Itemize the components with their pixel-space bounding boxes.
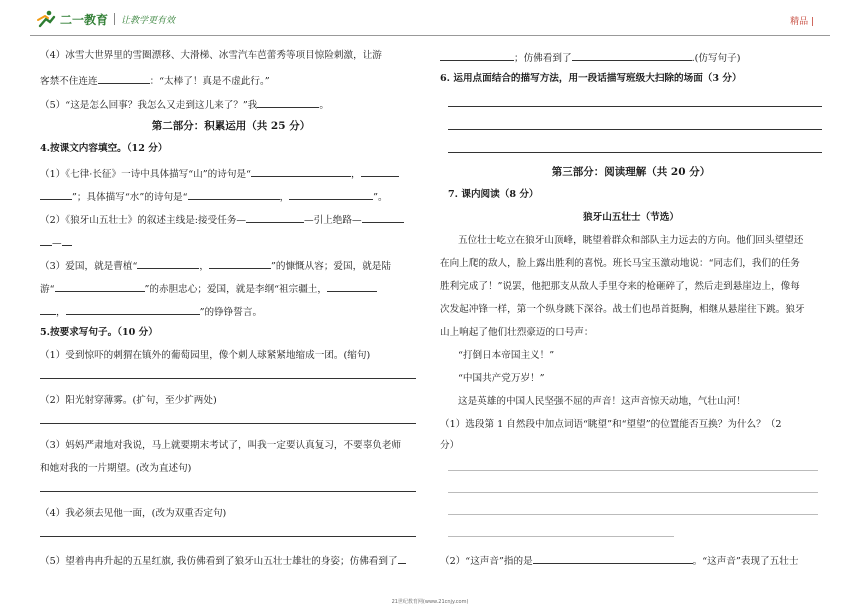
q4-title: 4.按课文内容填空。（12 分） [40, 143, 168, 154]
q4-1-line2 [40, 189, 388, 204]
answer-line[interactable] [448, 106, 822, 107]
q7-title: 7. 课内阅读（8 分） [448, 189, 539, 200]
blank[interactable] [362, 212, 404, 223]
answer-line[interactable] [448, 152, 822, 153]
passage-line: 这是英雄的中国人民坚强不屈的声音！这声音惊天动地，气壮山河！ [458, 396, 746, 407]
answer-line[interactable] [40, 491, 416, 492]
text: — [52, 238, 62, 249]
text: ”；具体描写“水”的诗句是“ [72, 192, 188, 203]
q7-1-line1: （1）选段第 1 自然段中加点词语“眺望”和“望望”的位置能否互换？为什么？（2 [440, 419, 782, 430]
blank[interactable] [257, 97, 319, 108]
blank[interactable] [98, 73, 150, 84]
blank[interactable] [246, 212, 304, 223]
passage-line: 胜利完成了！”说罢，他把那支从敌人手里夺来的枪砸碎了，然后走到悬崖边上，像每 [440, 281, 800, 292]
blank[interactable] [327, 281, 377, 292]
blank[interactable] [251, 166, 351, 177]
text: —引上绝路— [304, 215, 362, 226]
text: ， [350, 169, 361, 180]
text: （2）“这声音”指的是 [440, 556, 533, 567]
passage-line: 五位壮士屹立在狼牙山顶峰，眺望着群众和部队主力远去的方向。他们回头望望还 [458, 235, 804, 246]
answer-line[interactable] [448, 536, 674, 537]
divider [114, 13, 115, 25]
q4-2-line2 [40, 235, 72, 250]
q5-1: （1）受到惊吓的刺猬在镇外的葡萄园里，像个刺人球紧紧地缩成一团。(缩句) [40, 350, 371, 361]
blank[interactable] [289, 189, 373, 200]
answer-line[interactable] [40, 536, 416, 537]
q5-3-line1: （3）妈妈严肃地对我说，马上就要期末考试了，叫我一定要认真复习，不要辜负老师 [40, 440, 402, 451]
answer-line[interactable] [448, 492, 818, 493]
q4-3-line3 [40, 304, 262, 319]
q7-2-line [440, 553, 798, 568]
text: 。 [319, 100, 329, 111]
answer-line[interactable] [448, 470, 818, 471]
q3-5-line [40, 97, 329, 112]
text: ”的赤胆忠心；爱国，就是李纲“祖宗疆土， [144, 284, 327, 295]
blank[interactable] [361, 166, 399, 177]
q3-4-line1: （4）冰雪大世界里的雪圈漂移、大滑梯、冰雪汽车芭蕾秀等项目惊险刺激，让游 [40, 50, 382, 61]
q5-2: （2）阳光射穿薄雾。(扩句，至少扩两处) [40, 395, 217, 406]
text: 游“ [40, 284, 55, 295]
text: ”。 [373, 192, 388, 203]
text: .(仿写句子) [691, 53, 741, 64]
brand-name: 二一教育 [60, 12, 109, 27]
text: ：“太棒了！真是不虚此行。” [149, 76, 270, 87]
text: （3）爱国，就是曹植“ [40, 261, 138, 272]
text: ”的铮铮誓言。 [199, 307, 263, 318]
blank[interactable] [188, 189, 280, 200]
text: ；仿佛看到了 [514, 53, 572, 64]
text: （5）望着冉冉升起的五星红旗, 我仿佛看到了狼牙山五壮士雄壮的身姿；仿佛看到了 [40, 556, 398, 567]
text: （1）《七律·长征》一诗中具体描写“山”的诗句是“ [40, 169, 251, 180]
q4-3-line1 [40, 258, 391, 273]
brand-logo [36, 10, 175, 28]
text: ， [279, 192, 290, 203]
runner-icon [36, 10, 58, 28]
q7-1-line2: 分） [440, 440, 460, 451]
blank[interactable] [440, 50, 514, 61]
q5-3-line2: 和她对我的一片期望。(改为直述句) [40, 463, 192, 474]
q6-title: 6. 运用点面结合的描写方法，用一段话描写班级大扫除的场面（3 分） [440, 73, 742, 84]
blank[interactable] [66, 304, 200, 315]
page-header [0, 0, 860, 40]
blank[interactable] [137, 258, 199, 269]
text: （2）《狼牙山五壮士》的叙述主线是:接受任务— [40, 215, 247, 226]
q3-4-line2 [40, 73, 270, 88]
text: 。“这声音”表现了五壮士 [692, 556, 799, 567]
blank[interactable] [572, 50, 692, 61]
text: 客禁不住连连 [40, 76, 98, 87]
passage-line: 山上响起了他们壮烈豪迈的口号声： [440, 327, 594, 338]
q5-4: （4）我必须去见他一面，(改为双重否定句) [40, 508, 227, 519]
blank[interactable] [533, 553, 693, 564]
answer-line[interactable] [448, 514, 818, 515]
brand-slogan: 让教学更有效 [121, 15, 176, 26]
answer-line[interactable] [40, 423, 416, 424]
blank[interactable] [40, 189, 72, 200]
passage-slogan: “中国共产党万岁！” [458, 373, 545, 384]
text: ， [56, 307, 66, 318]
text: ， [199, 261, 209, 272]
part2-title: 第二部分：积累运用（共 25 分） [151, 120, 311, 132]
q4-1-line1 [40, 166, 399, 181]
passage-line: 次发起冲锋一样，第一个纵身跳下深谷。战士们也昂首挺胸，相继从悬崖往下跳。狼牙 [440, 304, 805, 315]
answer-line[interactable] [40, 378, 416, 379]
blank[interactable] [398, 553, 406, 564]
answer-line[interactable] [448, 129, 822, 130]
blank[interactable] [209, 258, 271, 269]
part3-title: 第三部分：阅读理解（共 20 分） [551, 166, 711, 178]
blank[interactable] [40, 235, 52, 246]
q4-2-line1 [40, 212, 404, 227]
q5-5-continued [440, 50, 740, 65]
q4-3-line2 [40, 281, 377, 296]
text: （5）“这是怎么回事？我怎么又走到这儿来了？”我 [40, 100, 258, 111]
passage-slogan: “打倒日本帝国主义！” [458, 350, 555, 361]
q5-5 [40, 553, 406, 568]
footer: 21世纪教育网(www.21cnjy.com) [391, 599, 469, 605]
passage-title: 狼牙山五壮士（节选） [583, 212, 679, 223]
blank[interactable] [55, 281, 145, 292]
quality-tag: 精品 | [790, 17, 814, 27]
header-rule [30, 35, 830, 36]
q5-title: 5.按要求写句子。（10 分） [40, 327, 158, 338]
passage-line: 在向上爬的敌人，脸上露出胜利的喜悦。班长马宝玉激动地说：“同志们，我们的任务 [440, 258, 800, 269]
blank[interactable] [40, 304, 56, 315]
text: ”的慷慨从容；爱国，就是陆 [270, 261, 391, 272]
blank[interactable] [62, 235, 72, 246]
